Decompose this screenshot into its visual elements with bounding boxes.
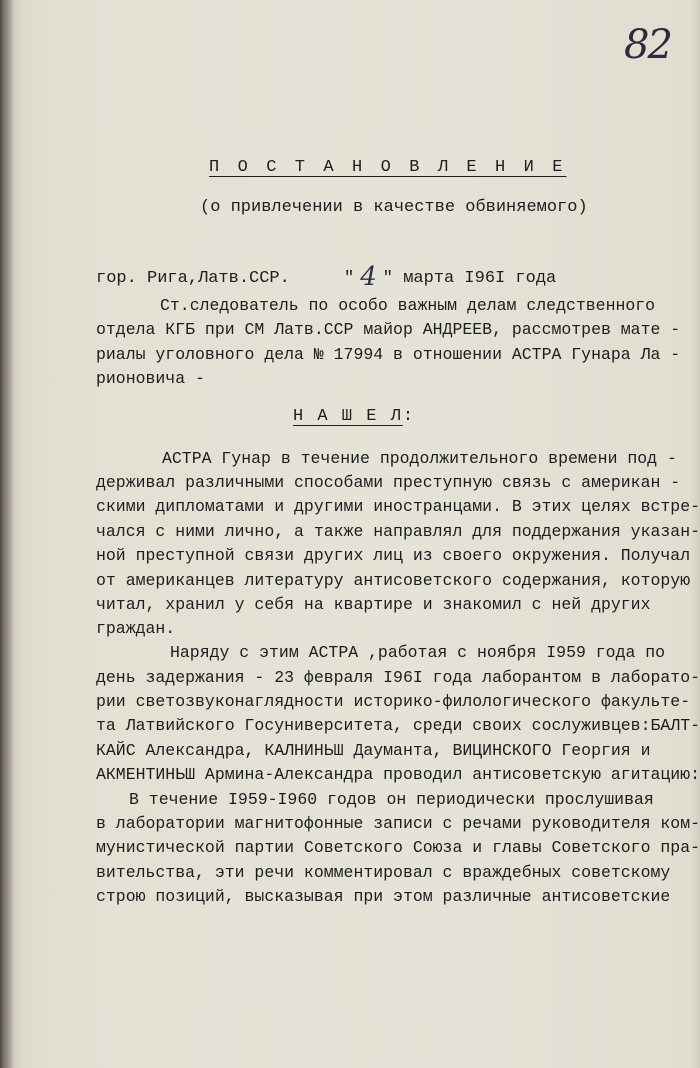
handwritten-page-number: 82 [624,22,671,68]
body-line: от американцев литературу антисоветского содержания, которую [96,571,691,590]
body-line: Наряду с этим АСТРА ,работая с ноября I959 года по [170,643,666,662]
place: гор. Рига,Латв.ССР. [96,269,290,288]
body-line: строю позиций, высказывая при этом различные антисоветские [96,887,671,906]
body-line: мунистической партии Советского Союза и главы Советского пра- [96,838,700,857]
found-heading-punct: : [402,407,416,426]
month-year: марта I96I года [403,269,557,288]
body-line: вительства, эти речи комментировал с враждебных советскому [96,863,671,882]
body-line: в лаборатории магнитофонные записи с речами руководителя ком- [96,814,700,833]
binding-edge [0,0,14,1068]
intro-line: рионовича - [96,369,205,388]
found-heading-word: Н А Ш Е Л [293,407,403,426]
found-heading [293,407,415,426]
document-title: П О С Т А Н О В Л Е Н И Е [209,158,567,177]
place-date-line: гор. Рига,Латв.ССР. " 4 " марта I96I года [96,262,557,292]
intro-line: риалы уголовного дела № 17994 в отношении АСТРА Гунара Ла - [96,345,681,364]
body-line: день задержания - 23 февраля I96I года лаборантом в лаборато- [96,668,700,687]
handwritten-day: 4 [360,262,377,292]
body-line: скими дипломатами и другими иностранцами. В этих целях встре- [96,497,700,516]
body-line: та Латвийского Госуниверситета, среди своих сослуживцев:БАЛТ- [96,716,700,735]
body-line: АКМЕНТИНЬШ Армина-Александра проводил антисоветскую агитацию: [96,765,700,784]
body-line: держивал различными способами преступную связь с американ - [96,473,681,492]
body-line: граждан. [96,619,176,638]
intro-line: отдела КГБ при СМ Латв.ССР майор АНДРЕЕВ, рассмотрев мате - [96,320,681,339]
intro-line: Ст.следователь по особо важным делам следственного [160,296,656,315]
body-line: читал, хранил у себя на квартире и знакомил с ней других [96,595,651,614]
body-line: КАЙС Александра, КАЛНИНЬШ Даумантa, ВИЦИНСКОГО Георгия и [96,741,651,760]
document-subtitle: (о привлечении в качестве обвиняемого) [200,198,588,217]
body-line: рии светозвуконаглядности историко-филологического факульте- [96,692,691,711]
body-line: В течение I959-I960 годов он периодически прослушивая [129,790,654,809]
body-line: ной преступной связи других лиц из своего окружения. Получал [96,546,691,565]
body-line: АСТРА Гунар в течение продолжительного времени под - [162,449,677,468]
body-line: чался с ними лично, а также направлял для поддержания указан- [96,522,700,541]
